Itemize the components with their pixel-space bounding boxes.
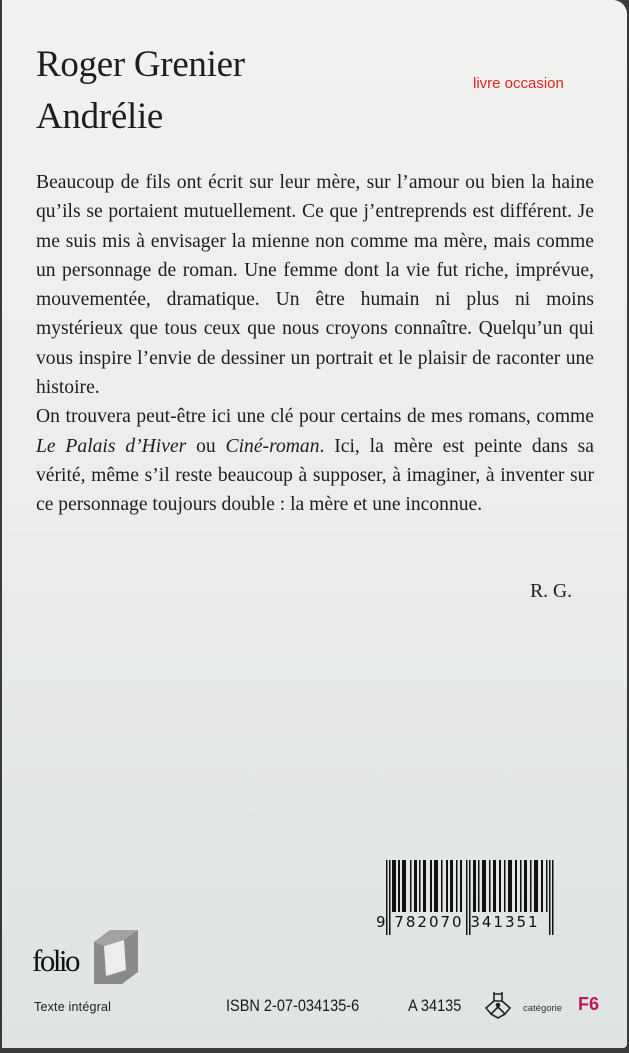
- category-label: catégorie: [523, 1003, 563, 1014]
- book-reference-title: Ciné-roman: [225, 435, 320, 457]
- barcode-digits: 9 782070 341351: [376, 913, 540, 931]
- used-book-stamp: livre occasion: [473, 75, 564, 92]
- blurb-text: [36, 168, 594, 520]
- book-reference-title: Le Palais d’Hiver: [36, 435, 187, 457]
- catalog-reference: A 34135: [408, 997, 462, 1015]
- edition-note: Texte intégral: [34, 1000, 112, 1014]
- author-signature: R. G.: [530, 581, 572, 602]
- category-code: F6: [578, 994, 600, 1014]
- book-back-cover: [2, 0, 627, 1048]
- blurb-text-segment: ou: [186, 435, 226, 457]
- isbn-number: ISBN 2-07-034135-6: [226, 997, 360, 1015]
- blurb-text-segment: On trouvera peut-être ici une clé pour certains de mes romans, comme: [36, 406, 594, 428]
- blurb-paragraph-1: Beaucoup de fils ont écrit sur leur mère, sur l’amour ou bien la haine qu’ils se portaient mutuellement. Ce que j’entreprends est différent. Je me suis mis à envisager la mienne non comme ma mère, mais comme un personnage de roman. Une femme dont la vie fut riche, imprévue, mouvementée, dramatique. Un être humain ni plus ni moins mystérieux que tous ceux que nous croyons connaître. Quelqu’un qui vous inspire l’envie de dessiner un portrait et le plaisir de raconter une histoire.: [36, 172, 594, 399]
- blurb-paragraph-2: [36, 402, 594, 519]
- publisher-logo-text: folio: [32, 943, 79, 978]
- author-name: Roger Grenier: [36, 44, 245, 85]
- publisher-emblem-icon: [483, 990, 513, 1025]
- blurb-text-segment: . Ici, la mère est peinte dans sa vérité, même s’il reste beaucoup à supposer, à imaginer, à inventer sur ce personnage toujours double : la mère et une inconnue.: [36, 435, 595, 516]
- folio-logo-icon: [94, 930, 138, 989]
- book-title: Andrélie: [36, 96, 164, 137]
